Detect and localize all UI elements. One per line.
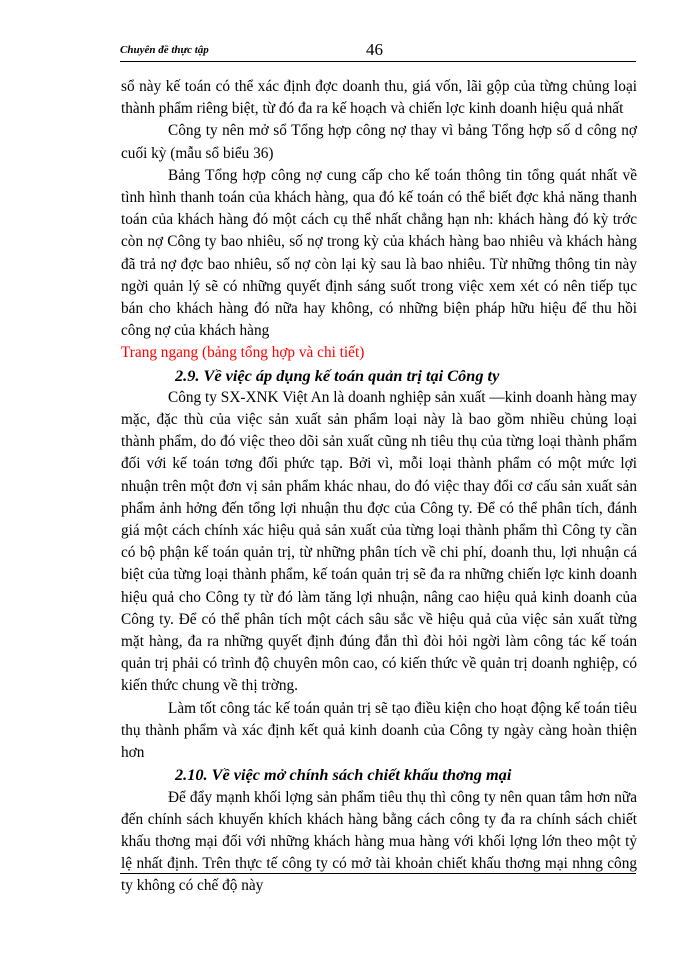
footer-divider bbox=[120, 873, 636, 874]
header-divider bbox=[120, 61, 636, 62]
paragraph: Làm tốt công tác kế toán quản trị sẽ tạo điều kiện cho hoạt động kế toán tiêu thụ thành phẩm và xác định kết quả kinh doanh của Công ty ngày càng hoàn thiện hơn bbox=[121, 699, 637, 762]
paragraph: sổ này kế toán có thể xác định đợc doanh thu, giá vốn, lãi gộp của từng chủng loại thành phẩm riêng biệt, từ đó đa ra kế hoạch và chiến lợc kinh doanh hiệu quả nhất bbox=[121, 78, 637, 118]
paragraph: Bảng Tổng hợp công nợ cung cấp cho kế toán thông tin tổng quát nhất về tình hình thanh toán của khách hàng, qua đó kế toán có thể biết đợc khả năng thanh toán của khách hàng đó một cách cụ thể nhất chẳng hạn nh: khách hàng đó kỳ trớc còn nợ Công ty bao nhiêu, số nợ trong kỳ của khách hàng bao nhiêu và khách hàng đã trả nợ đợc bao nhiêu, số nợ còn lại kỳ sau là bao nhiêu. Từ những thông tin này ngời quản lý sẽ có những quyết định sáng suốt trong việc xem xét có nên tiếp tục bán cho khách hàng đó nữa hay không, có những biện pháp hữu hiệu để thu hồi công nợ của khách hàng bbox=[121, 166, 637, 340]
header-title: Chuyên đề thực tập bbox=[120, 44, 209, 56]
section-heading: 2.9. Về việc áp dụng kế toán quản trị tại Công ty bbox=[175, 365, 500, 385]
page-number: 46 bbox=[366, 40, 383, 59]
section-heading: 2.10. Về việc mở chính sách chiết khấu thơng mại bbox=[175, 765, 512, 785]
paragraph: Để đẩy mạnh khối lợng sản phẩm tiêu thụ thì công ty nên quan tâm hơn nữa đến chính sách khuyến khích khách hàng bằng cách công ty đa ra chính sách chiết khấu thơng mại đối với những khách hàng mua hàng với khối lợng lớn theo một tỷ lệ nhất định. Trên thực tế công ty có mở tài khoản chiết khấu thơng mại nhng công ty không có chế độ này bbox=[121, 788, 637, 895]
page-header bbox=[120, 40, 636, 62]
paragraph: Công ty nên mở sổ Tổng hợp công nợ thay vì bảng Tổng hợp số d công nợ cuối kỳ (mẫu sổ biểu 36) bbox=[121, 122, 637, 162]
paragraph: Công ty SX-XNK Việt An là doanh nghiệp sản xuất —kinh doanh hàng may mặc, đặc thù của việc sản xuất sản phẩm loại này là bao gồm nhiều chủng loại thành phẩm, do đó việc theo dõi sản xuất cũng nh tiêu thụ của từng loại thành phẩm đối với kế toán tơng đối phức tạp. Bởi vì, mỗi loại thành phẩm có một mức lợi nhuận trên một đơn vị sản phẩm khác nhau, do đó việc thay đổi cơ cấu sản xuất sản phẩm ảnh hởng đến tổng lợi nhuận thu đợc của Công ty. Để có thể phân tích, đánh giá một cách chính xác hiệu quả sản xuất của từng loại thành phẩm thì Công ty cần có bộ phận kế toán quản trị, từ những phân tích về chi phí, doanh thu, lợi nhuận cá biệt của từng loại thành phẩm, kế toán quản trị sẽ đa ra những chiến lợc kinh doanh hiệu quả cho Công ty từ đó làm tăng lợi nhuận, nâng cao hiệu quả kinh doanh của Công ty. Để có thể phân tích một cách sâu sắc về hiệu quả của việc sản xuất từng mặt hàng, đa ra những quyết định đúng đắn thì đòi hỏi ngời làm công tác kế toán quản trị phải có trình độ chuyên môn cao, có kiến thức về quản trị doanh nghiệp, có kiến thức chung về thị trờng. bbox=[121, 388, 637, 695]
document-body bbox=[121, 76, 637, 898]
red-note: Trang ngang (bảng tổng hợp và chi tiết) bbox=[121, 344, 365, 362]
